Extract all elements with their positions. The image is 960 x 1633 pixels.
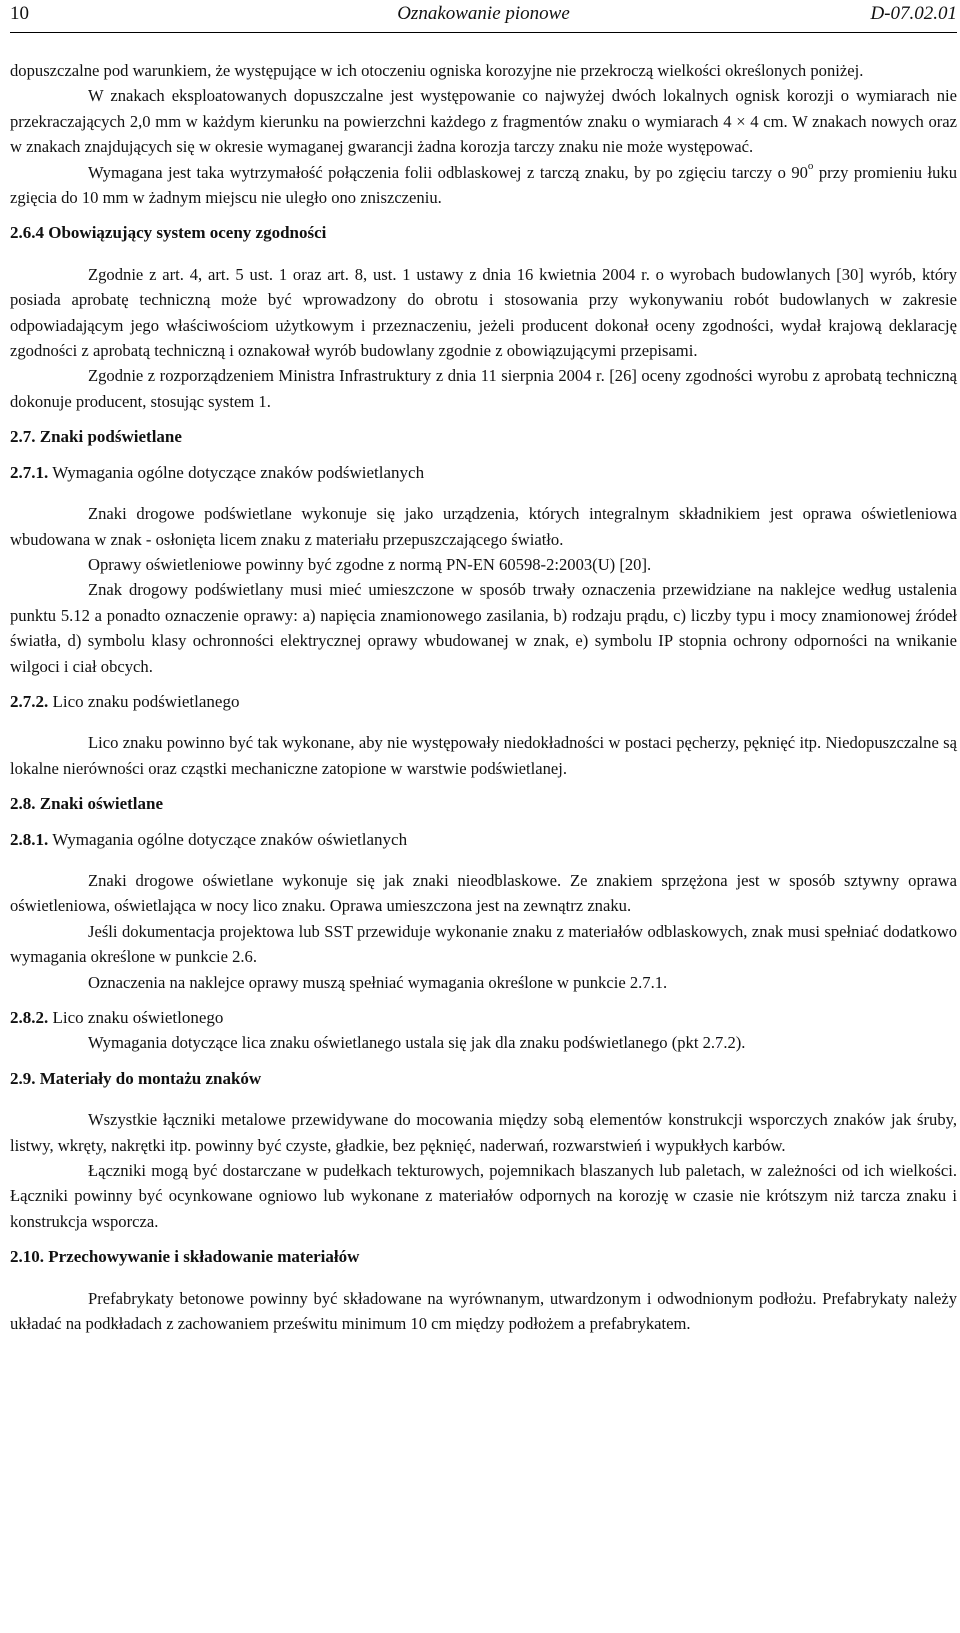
paragraph: Znak drogowy podświetlany musi mieć umieszczone w sposób trwały oznaczenia przewidziane na naklejce według ustalenia punktu 5.12 a ponadto oznaczenie oprawy: a) napięcia znamionowego zasilania, b) rodzaju prądu, c) liczby typu i mocy znamionowej źródeł światła, d) symbolu klasy ochronności elektrycznej oprawy wbudowanej w znak, e) symbolu IP stopnia ochrony odporności na wnikanie wilgoci i ciał obcych.	[10, 580, 957, 676]
document-body	[10, 58, 957, 1336]
paragraph: Wszystkie łączniki metalowe przewidywane do mocowania między sobą elementów konstrukcji wsporczych znaków jak śruby, listwy, wkręty, nakrętki itp. powinny być czyste, gładkie, bez pęknięć, naderwań, rozwarstwień i wypukłych karbów.	[10, 1110, 957, 1155]
paragraph: Znaki drogowe oświetlane wykonuje się jak znaki nieodblaskowe. Ze znakiem sprzężona jest w sposób sztywny oprawa oświetleniowa, oświetlająca w nocy lico znaku. Oprawa umieszczona jest na zewnątrz znaku.	[10, 870, 957, 916]
subsection-title: Wymagania ogólne dotyczące znaków oświetlanych	[48, 829, 408, 849]
subsection-title: Lico znaku podświetlanego	[48, 691, 240, 711]
paragraph: Łączniki mogą być dostarczane w pudełkach tekturowych, pojemnikach blaszanych lub paletach, w zależności od ich wielkości. Łączniki powinny być ocynkowane ogniowo lub wykonane z materiałów odpornych na korozję w czasie nie krótszym niż tarcza znaku i konstrukcja wsporcza.	[10, 1161, 957, 1231]
subsection-number: 2.8.2.	[10, 1008, 49, 1027]
page-number: 10	[10, 3, 29, 24]
section-heading: 2.10. Przechowywanie i składowanie materiałów	[10, 1247, 360, 1267]
subsection-title: Wymagania ogólne dotyczące znaków podświetlanych	[48, 462, 425, 482]
paragraph: Zgodnie z rozporządzeniem Ministra Infrastruktury z dnia 11 sierpnia 2004 r. [26] oceny zgodności wyrobu z aprobatą techniczną dokonuje producent, stosując system 1.	[10, 366, 957, 411]
section-heading: 2.9. Materiały do montażu znaków	[10, 1068, 262, 1088]
header-title: Oznakowanie pionowe	[397, 3, 570, 24]
paragraph: Prefabrykaty betonowe powinny być składowane na wyrównanym, utwardzonym i odwodnionym podłożu. Prefabrykaty należy układać na podkładach z zachowaniem prześwitu minimum 10 cm między podłożem a prefabrykatem.	[10, 1288, 957, 1334]
section-heading: 2.8. Znaki oświetlane	[10, 794, 164, 814]
subsection-title: Lico znaku oświetlonego	[48, 1008, 224, 1027]
paragraph: Wymagania dotyczące lica znaku oświetlanego ustala się jak dla znaku podświetlanego (pkt 2.7.2).	[88, 1033, 746, 1053]
paragraph: Jeśli dokumentacja projektowa lub SST przewiduje wykonanie znaku z materiałów odblaskowych, znak musi spełniać dodatkowo wymagania określone w punkcie 2.6.	[10, 921, 957, 967]
subsection-heading	[10, 827, 957, 852]
paragraph: Oznaczenia na naklejce oprawy muszą spełniać wymagania określone w punkcie 2.7.1.	[88, 972, 668, 992]
subsection-heading	[10, 689, 957, 714]
paragraph-text: przy promieniu łuku zgięcia do 10 mm w żadnym miejscu nie uległo ono zniszczeniu.	[10, 162, 957, 208]
section-heading: 2.6.4 Obowiązujący system oceny zgodności	[10, 223, 327, 243]
subsection-number: 2.7.2.	[10, 691, 49, 711]
page-header	[10, 0, 957, 33]
paragraph: dopuszczalne pod warunkiem, że występujące w ich otoczeniu ogniska korozyjne nie przekroczą wielkości określonych poniżej.	[10, 61, 864, 80]
degree-superscript: o	[807, 160, 814, 173]
paragraph: Oprawy oświetleniowe powinny być zgodne z normą PN-EN 60598-2:2003(U) [20].	[88, 554, 652, 574]
subsection-number: 2.7.1.	[10, 462, 49, 482]
document-code: D-07.02.01	[870, 3, 957, 24]
paragraph: Znaki drogowe podświetlane wykonuje się jako urządzenia, których integralnym składnikiem jest oprawa oświetleniowa wbudowana w znak - osłonięta licem znaku z materiału przepuszczającego światło.	[10, 504, 957, 549]
paragraph-text: Wymagana jest taka wytrzymałość połączenia folii odblaskowej z tarczą znaku, by po zgięciu tarczy o 90	[88, 162, 808, 182]
section-heading: 2.7. Znaki podświetlane	[10, 427, 182, 447]
subsection-number: 2.8.1.	[10, 829, 49, 849]
subsection-heading	[10, 1005, 957, 1030]
subsection-heading	[10, 460, 957, 485]
paragraph	[10, 160, 957, 211]
paragraph: Zgodnie z art. 4, art. 5 ust. 1 oraz art. 8, ust. 1 ustawy z dnia 16 kwietnia 2004 r. o wyrobach budowlanych [30] wyrób, który posiada aprobatę techniczną może być wprowadzony do obrotu i stosowania przy wykonywaniu robót budowlanych w zakresie odpowiadającym jego właściwościom użytkowym i przeznaczeniu, jeżeli producent dokonał oceny zgodności, wydał krajową deklarację zgodności z aprobatą techniczną i oznakował wyrób budowlany zgodnie z obowiązującymi przepisami.	[10, 264, 957, 361]
paragraph: W znakach eksploatowanych dopuszczalne jest występowanie co najwyżej dwóch lokalnych ognisk korozji o wymiarach nie przekraczających 2,0 mm w każdym kierunku na powierzchni każdego z fragmentów znaku o wymiarach 4 × 4 cm. W znakach nowych oraz w znakach znajdujących się w okresie wymaganej gwarancji żadna korozja tarczy znaku nie może występować.	[10, 86, 957, 157]
paragraph: Lico znaku powinno być tak wykonane, aby nie występowały niedokładności w postaci pęcherzy, pęknięć itp. Niedopuszczalne są lokalne nierówności oraz cząstki mechaniczne zatopione w warstwie podświetlanej.	[10, 733, 957, 778]
